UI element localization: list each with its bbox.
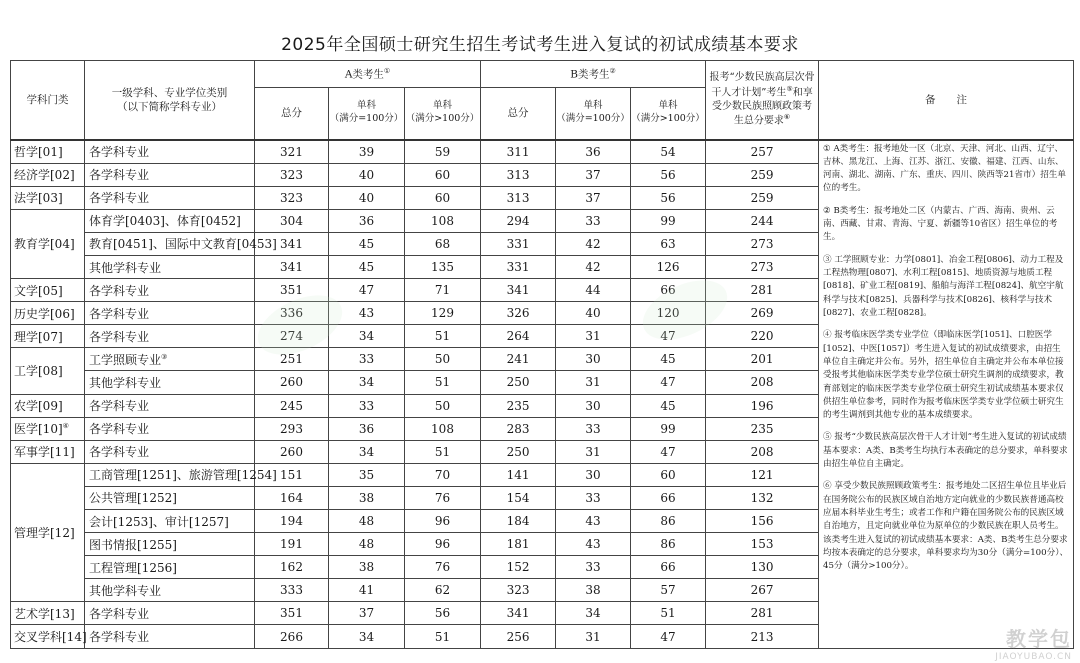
b-single-gt100-cell: 86 [631, 533, 706, 556]
a-total-cell: 333 [255, 579, 329, 602]
major-cell [85, 556, 255, 579]
discipline-label: 经济学[02] [14, 168, 75, 183]
major-label: 各学科专业 [89, 168, 150, 183]
b-total-cell: 184 [481, 510, 556, 533]
b-single-100-cell: 44 [556, 279, 631, 302]
special-total-cell: 153 [706, 533, 819, 556]
discipline-cell [11, 348, 85, 394]
a-single-gt100-cell: 71 [405, 279, 481, 302]
discipline-label: 历史学[06] [14, 306, 75, 321]
special-total-cell: 220 [706, 325, 819, 348]
a-single-100-cell: 35 [329, 463, 405, 486]
b-total-cell: 323 [481, 579, 556, 602]
b-single-gt100-cell: 66 [631, 279, 706, 302]
b-total-cell: 313 [481, 163, 556, 186]
major-cell [85, 232, 277, 255]
score-requirements-table [10, 60, 1074, 649]
a-single-gt100-cell: 76 [405, 486, 481, 509]
a-single-100-cell: 41 [329, 579, 405, 602]
major-label: 公共管理[1252] [89, 491, 177, 506]
major-label: 教育[0451]、国际中文教育[0453] [89, 237, 277, 252]
major-label: 工程管理[1256] [89, 560, 177, 575]
b-total-cell: 154 [481, 486, 556, 509]
a-single-gt100-cell: 51 [405, 625, 481, 648]
discipline-cell [11, 417, 85, 440]
major-cell [85, 279, 255, 302]
major-cell [85, 602, 255, 625]
b-single-100-cell: 33 [556, 417, 631, 440]
a-single-100-cell: 37 [329, 602, 405, 625]
b-single-100-cell: 37 [556, 163, 631, 186]
b-single-gt100-cell: 47 [631, 625, 706, 648]
b-single-gt100-cell: 63 [631, 232, 706, 255]
a-total-cell: 293 [255, 417, 329, 440]
special-total-cell: 208 [706, 371, 819, 394]
discipline-label: 教育学[04] [14, 237, 75, 252]
discipline-label: 理学[07] [14, 329, 63, 344]
discipline-label: 交叉学科[14] [14, 630, 87, 645]
major-label: 各学科专业 [89, 422, 150, 437]
discipline-cell [11, 186, 85, 209]
major-label: 各学科专业 [89, 606, 150, 621]
discipline-label: 文学[05] [14, 283, 63, 298]
major-label: 各学科专业 [89, 399, 150, 414]
a-total-cell: 162 [255, 556, 329, 579]
a-single-gt100-cell: 60 [405, 186, 481, 209]
b-total-cell: 256 [481, 625, 556, 648]
b-total-cell: 294 [481, 209, 556, 232]
major-cell [85, 579, 255, 602]
a-single-100-cell: 33 [329, 348, 405, 371]
major-label: 各学科专业 [89, 306, 150, 321]
a-total-cell: 341 [255, 255, 329, 278]
header-b-single-sub: （满分=100分） [556, 113, 630, 125]
a-total-cell: 151 [255, 463, 329, 486]
header-group-a [255, 61, 481, 88]
special-total-cell: 156 [706, 510, 819, 533]
header-b-single-label: 单科 [583, 100, 603, 112]
header-a-single-gt100 [405, 88, 481, 140]
a-total-cell: 304 [255, 209, 329, 232]
a-single-gt100-cell: 59 [405, 140, 481, 164]
a-single-gt100-cell: 76 [405, 556, 481, 579]
b-single-100-cell: 42 [556, 232, 631, 255]
a-single-100-cell: 34 [329, 625, 405, 648]
major-cell [85, 186, 255, 209]
special-total-cell: 132 [706, 486, 819, 509]
major-cell [85, 163, 255, 186]
a-single-100-cell: 45 [329, 255, 405, 278]
major-label: 工商管理[1251]、旅游管理[1254] [89, 468, 277, 483]
b-total-cell: 311 [481, 140, 556, 164]
watermark-logo: 教学包 [1006, 627, 1072, 651]
discipline-cell [11, 302, 85, 325]
special-total-cell: 235 [706, 417, 819, 440]
b-total-cell: 264 [481, 325, 556, 348]
a-total-cell: 341 [255, 232, 329, 255]
major-cell [85, 486, 255, 509]
b-single-gt100-cell: 66 [631, 556, 706, 579]
header-major-line2: （以下简称学科专业） [117, 100, 222, 113]
a-single-gt100-cell: 51 [405, 325, 481, 348]
major-label: 图书情报[1255] [89, 537, 177, 552]
major-label: 各学科专业 [89, 283, 150, 298]
a-single-100-cell: 43 [329, 302, 405, 325]
note-item: ⑤ 报考“少数民族高层次骨干人才计划”考生进入复试的初试成绩基本要求：A类、B类考生均执行本表确定的总分要求，单科要求由招生单位自主确定。 [823, 432, 1068, 470]
b-single-gt100-cell: 51 [631, 602, 706, 625]
b-single-100-cell: 31 [556, 371, 631, 394]
major-label: 会计[1253]、审计[1257] [89, 514, 229, 529]
header-a-total: 总分 [255, 88, 329, 140]
note-item: ② B类考生：报考地处二区（内蒙古、广西、海南、贵州、云南、西藏、甘肃、青海、宁夏、新疆等10省区）招生单位的考生。 [823, 205, 1058, 243]
major-cell [85, 255, 255, 278]
discipline-label: 管理学[12] [14, 526, 75, 541]
footnote-mark-6: ⑥ [783, 113, 791, 122]
note-item: ③ 工学照顾专业：力学[0801]、冶金工程[0806]、动力工程及工程热物理[0807]、水利工程[0815]、地质资源与地质工程[0818]、矿业工程[0819]、船舶与海洋工程[0824]、航空宇航科学与技术[0825]、兵器科学与技术[0826]、核科学与技术[0827]、农业工程[0828]。 [823, 254, 1064, 318]
a-single-100-cell: 34 [329, 371, 405, 394]
table-row [11, 140, 1074, 164]
a-single-100-cell: 33 [329, 394, 405, 417]
a-single-gt100-cell: 50 [405, 348, 481, 371]
a-total-cell: 321 [255, 140, 329, 164]
a-single-gt100-cell: 56 [405, 602, 481, 625]
b-total-cell: 313 [481, 186, 556, 209]
b-total-cell: 241 [481, 348, 556, 371]
major-cell [85, 140, 255, 164]
major-cell [85, 417, 255, 440]
a-single-100-cell: 40 [329, 186, 405, 209]
special-total-cell: 201 [706, 348, 819, 371]
discipline-label: 工学[08] [14, 364, 63, 379]
discipline-label: 哲学[01] [14, 145, 63, 160]
special-total-cell: 267 [706, 579, 819, 602]
a-single-100-cell: 39 [329, 140, 405, 164]
discipline-label: 农学[09] [14, 399, 63, 414]
major-cell [85, 463, 277, 486]
b-total-cell: 283 [481, 417, 556, 440]
discipline-cell [11, 394, 85, 417]
b-single-gt100-cell: 54 [631, 140, 706, 164]
major-label: 体育学[0403]、体育[0452] [89, 214, 241, 229]
a-total-cell: 266 [255, 625, 329, 648]
b-total-cell: 331 [481, 255, 556, 278]
b-single-100-cell: 31 [556, 625, 631, 648]
a-single-100-cell: 34 [329, 325, 405, 348]
a-single-gt100-cell: 60 [405, 163, 481, 186]
b-single-gt100-cell: 47 [631, 325, 706, 348]
a-single-100-cell: 45 [329, 232, 405, 255]
major-label: 其他学科专业 [89, 375, 162, 390]
b-single-100-cell: 42 [556, 255, 631, 278]
a-single-gt100-cell: 50 [405, 394, 481, 417]
a-single-100-cell: 38 [329, 556, 405, 579]
major-label: 其他学科专业 [89, 583, 162, 598]
major-cell [85, 394, 255, 417]
special-total-cell: 281 [706, 602, 819, 625]
note-item: ⑥ 享受少数民族照顾政策考生：报考地处二区招生单位且毕业后在国务院公布的民族区域自治地方定向就业的少数民族普通高校应届本科毕业生考生；或者工作和户籍在国务院公布的民族区域自治地方，且定向就业单位为原单位的少数民族在职人员考生。该类考生进入复试的初试成绩基本要求：A类、B类考生总分要求均按本表确定的总分要求，单科要求均为30分（满分=100分）、45分（满分>100分）。 [823, 481, 1069, 572]
a-single-gt100-cell: 96 [405, 510, 481, 533]
major-cell [85, 209, 255, 232]
discipline-label: 医学[10] [14, 422, 63, 437]
special-total-cell: 273 [706, 255, 819, 278]
header-special-text: 报考“少数民族高层次骨干人才计划”考生 [709, 72, 815, 99]
b-single-gt100-cell: 126 [631, 255, 706, 278]
a-total-cell: 336 [255, 302, 329, 325]
document-title: 2025年全国硕士研究生招生考试考生进入复试的初试成绩基本要求 [281, 35, 799, 55]
special-total-cell: 213 [706, 625, 819, 648]
special-total-cell: 259 [706, 163, 819, 186]
header-major-line1: 一级学科、专业学位类别 [111, 86, 228, 99]
discipline-label: 艺术学[13] [14, 606, 75, 621]
discipline-label: 法学[03] [14, 191, 63, 206]
special-total-cell: 281 [706, 279, 819, 302]
a-single-100-cell: 34 [329, 440, 405, 463]
major-cell [85, 302, 255, 325]
b-total-cell: 152 [481, 556, 556, 579]
header-group-a-label: A类考生 [344, 68, 384, 81]
header-group-b [481, 61, 706, 88]
notes-cell [819, 140, 1074, 649]
a-single-gt100-cell: 135 [405, 255, 481, 278]
b-single-100-cell: 40 [556, 302, 631, 325]
b-total-cell: 235 [481, 394, 556, 417]
major-label: 各学科专业 [89, 329, 150, 344]
header-notes: 备 注 [819, 61, 1074, 140]
header-special-total [706, 61, 819, 140]
header-b-single-100 [556, 88, 631, 140]
discipline-label: 军事学[11] [14, 445, 75, 460]
major-label: 其他学科专业 [89, 260, 162, 275]
special-total-cell: 257 [706, 140, 819, 164]
header-b-single-gt100 [631, 88, 706, 140]
discipline-cell [11, 140, 85, 164]
header-a-single-sub: （满分=100分） [329, 113, 404, 125]
a-total-cell: 260 [255, 440, 329, 463]
a-total-cell: 164 [255, 486, 329, 509]
b-total-cell: 331 [481, 232, 556, 255]
b-single-100-cell: 38 [556, 579, 631, 602]
b-single-100-cell: 33 [556, 556, 631, 579]
b-single-gt100-cell: 99 [631, 417, 706, 440]
discipline-cell [11, 279, 85, 302]
major-cell [85, 510, 255, 533]
b-single-100-cell: 43 [556, 533, 631, 556]
header-b-single-sub-2: （满分>100分） [631, 113, 705, 125]
major-cell [85, 533, 255, 556]
major-label: 各学科专业 [89, 445, 150, 460]
b-total-cell: 250 [481, 440, 556, 463]
note-item: ① A类考生：报考地处一区（北京、天津、河北、山西、辽宁、吉林、黑龙江、上海、江苏、浙江、安徽、福建、江西、山东、河南、湖北、湖南、广东、重庆、四川、陕西等21省市）招生单位的考生。 [823, 143, 1066, 194]
b-single-gt100-cell: 56 [631, 186, 706, 209]
header-a-single-100 [329, 88, 405, 140]
a-single-gt100-cell: 96 [405, 533, 481, 556]
a-single-100-cell: 47 [329, 279, 405, 302]
a-total-cell: 194 [255, 510, 329, 533]
header-a-single-sub-2: （满分>100分） [405, 113, 480, 125]
a-single-gt100-cell: 108 [405, 209, 481, 232]
major-footnote-mark: ③ [161, 352, 168, 361]
a-total-cell: 245 [255, 394, 329, 417]
header-special-text-2: 和享受少数民族照顾政策考生总分要求 [712, 87, 813, 127]
b-single-gt100-cell: 56 [631, 163, 706, 186]
a-total-cell: 323 [255, 186, 329, 209]
a-total-cell: 323 [255, 163, 329, 186]
major-cell [85, 440, 255, 463]
footnote-mark-5: ⑤ [786, 84, 793, 93]
b-single-100-cell: 30 [556, 463, 631, 486]
b-single-100-cell: 34 [556, 602, 631, 625]
b-total-cell: 341 [481, 602, 556, 625]
major-label: 工学照顾专业 [89, 352, 162, 367]
major-cell [85, 348, 255, 371]
discipline-cell [11, 463, 85, 602]
b-single-gt100-cell: 47 [631, 371, 706, 394]
b-total-cell: 141 [481, 463, 556, 486]
b-single-gt100-cell: 60 [631, 463, 706, 486]
b-single-gt100-cell: 120 [631, 302, 706, 325]
b-single-gt100-cell: 86 [631, 510, 706, 533]
b-single-gt100-cell: 45 [631, 394, 706, 417]
a-single-100-cell: 40 [329, 163, 405, 186]
special-total-cell: 130 [706, 556, 819, 579]
note-item: ④ 报考临床医学类专业学位（即临床医学[1051]、口腔医学[1052]、中医[1057]）考生进入复试的初试成绩要求，由招生单位自主确定并公布。另外，招生单位自主确定并公布本单位接受报考其他临床医学类专业学位硕士研究生调剂的成绩要求，教育部划定的临床医学类专业学位硕士研究生初试成绩基本要求仅供招生单位参考，同时作为报考临床医学类专业学位硕士研究生的考生调剂到其他专业的基本成绩要求。 [823, 330, 1064, 421]
discipline-cell [11, 209, 85, 278]
b-total-cell: 250 [481, 371, 556, 394]
a-single-gt100-cell: 70 [405, 463, 481, 486]
header-a-single-label-2: 单科 [433, 100, 453, 112]
special-total-cell: 259 [706, 186, 819, 209]
b-single-gt100-cell: 99 [631, 209, 706, 232]
major-label: 各学科专业 [89, 630, 150, 645]
footnote-mark-1: ① [383, 66, 391, 75]
special-total-cell: 208 [706, 440, 819, 463]
special-total-cell: 269 [706, 302, 819, 325]
a-single-100-cell: 36 [329, 417, 405, 440]
major-cell [85, 371, 255, 394]
header-b-total: 总分 [481, 88, 556, 140]
a-total-cell: 191 [255, 533, 329, 556]
a-total-cell: 251 [255, 348, 329, 371]
b-total-cell: 181 [481, 533, 556, 556]
special-total-cell: 273 [706, 232, 819, 255]
header-group-b-label: B类考生 [570, 68, 610, 81]
a-total-cell: 274 [255, 325, 329, 348]
discipline-cell [11, 325, 85, 348]
a-single-100-cell: 36 [329, 209, 405, 232]
b-single-100-cell: 31 [556, 325, 631, 348]
a-single-gt100-cell: 51 [405, 371, 481, 394]
b-single-gt100-cell: 47 [631, 440, 706, 463]
a-single-gt100-cell: 129 [405, 302, 481, 325]
b-single-gt100-cell: 57 [631, 579, 706, 602]
special-total-cell: 244 [706, 209, 819, 232]
b-single-100-cell: 43 [556, 510, 631, 533]
a-single-100-cell: 38 [329, 486, 405, 509]
b-single-100-cell: 30 [556, 394, 631, 417]
b-single-100-cell: 33 [556, 486, 631, 509]
table-body [11, 140, 1074, 649]
b-single-100-cell: 33 [556, 209, 631, 232]
a-total-cell: 351 [255, 602, 329, 625]
header-b-single-label-2: 单科 [658, 100, 678, 112]
a-single-100-cell: 48 [329, 510, 405, 533]
b-single-100-cell: 37 [556, 186, 631, 209]
a-total-cell: 351 [255, 279, 329, 302]
b-single-100-cell: 31 [556, 440, 631, 463]
a-single-100-cell: 48 [329, 533, 405, 556]
discipline-cell [11, 440, 85, 463]
special-total-cell: 196 [706, 394, 819, 417]
a-single-gt100-cell: 108 [405, 417, 481, 440]
a-single-gt100-cell: 68 [405, 232, 481, 255]
b-single-100-cell: 30 [556, 348, 631, 371]
discipline-cell [11, 625, 85, 648]
a-single-gt100-cell: 51 [405, 440, 481, 463]
b-total-cell: 341 [481, 279, 556, 302]
footnote-mark-2: ② [609, 66, 616, 75]
major-label: 各学科专业 [89, 191, 150, 206]
major-label: 各学科专业 [89, 145, 150, 160]
header-major [85, 61, 255, 140]
discipline-cell [11, 602, 85, 625]
b-single-gt100-cell: 45 [631, 348, 706, 371]
a-total-cell: 260 [255, 371, 329, 394]
major-cell [85, 325, 255, 348]
a-single-gt100-cell: 62 [405, 579, 481, 602]
major-cell [85, 625, 255, 648]
b-single-gt100-cell: 66 [631, 486, 706, 509]
b-single-100-cell: 36 [556, 140, 631, 164]
discipline-cell [11, 163, 85, 186]
watermark-url: JIAOYUBAO.CN [995, 652, 1072, 662]
discipline-footnote-mark: ④ [62, 422, 69, 431]
b-total-cell: 326 [481, 302, 556, 325]
header-discipline: 学科门类 [11, 61, 85, 140]
special-total-cell: 121 [706, 463, 819, 486]
header-a-single-label: 单科 [356, 100, 376, 112]
